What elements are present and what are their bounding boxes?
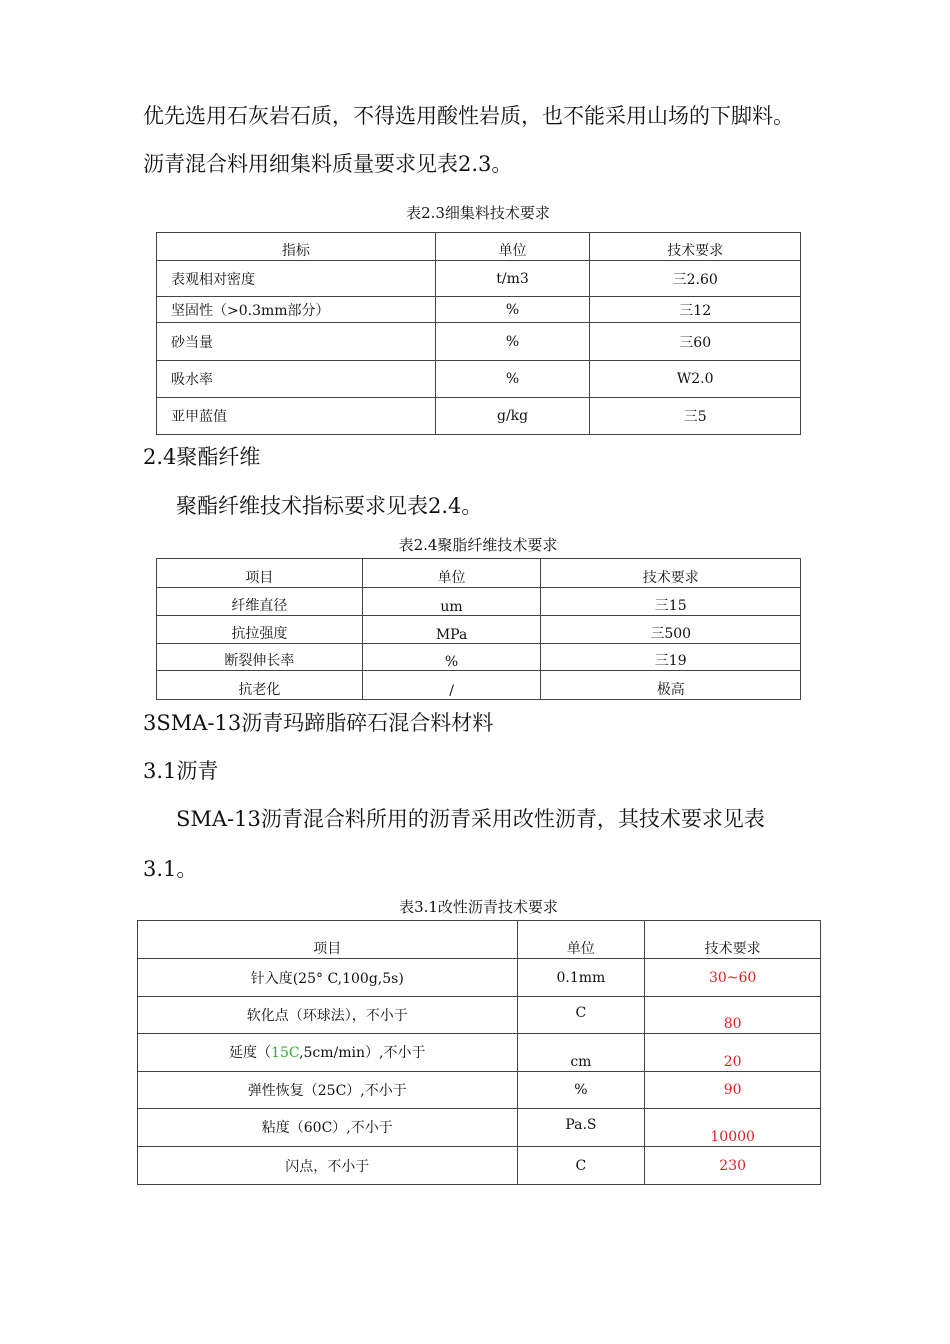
intro-line-1: 优先选用石灰岩石质，不得选用酸性岩质，也不能采用山场的下脚料。	[143, 104, 794, 128]
item-text-temperature: 15C	[271, 1045, 300, 1061]
cell-requirement: W2.0	[590, 361, 801, 398]
cell-requirement: 三15	[541, 588, 801, 616]
table-row	[138, 997, 821, 1034]
header-requirement: 技术要求	[645, 921, 821, 959]
table-row	[157, 616, 801, 644]
cell-requirement: 230	[645, 1147, 821, 1185]
table-2-4-caption: 表2.4聚脂纤维技术要求	[398, 536, 558, 554]
header-unit: 单位	[517, 921, 645, 959]
section-3-1-heading: 3.1沥青	[143, 759, 219, 783]
cell-unit: 0.1mm	[517, 959, 645, 997]
cell-indicator: 吸水率	[157, 361, 436, 398]
table-row	[138, 1109, 821, 1147]
table-row	[138, 1034, 821, 1072]
header-item: 项目	[138, 921, 518, 959]
cell-requirement: 三5	[590, 398, 801, 435]
cell-requirement: 80	[645, 997, 821, 1034]
cell-unit: /	[362, 671, 541, 700]
cell-unit: Pa.S	[517, 1109, 645, 1147]
header-indicator: 指标	[157, 233, 436, 261]
cell-unit: um	[362, 588, 541, 616]
cell-indicator: 坚固性（>0.3mm部分）	[157, 297, 436, 323]
cell-unit: %	[517, 1072, 645, 1109]
table-header-row	[157, 559, 801, 588]
section-3-1-text-line-2: 3.1。	[143, 857, 198, 881]
table-row	[157, 323, 801, 361]
cell-item: 闪点，不小于	[138, 1147, 518, 1185]
cell-unit: %	[435, 361, 590, 398]
cell-unit: %	[362, 644, 541, 671]
cell-item: 抗拉强度	[157, 616, 363, 644]
table-header-row	[138, 921, 821, 959]
cell-indicator: 亚甲蓝值	[157, 398, 436, 435]
cell-requirement: 90	[645, 1072, 821, 1109]
cell-indicator: 表观相对密度	[157, 261, 436, 297]
header-unit: 单位	[435, 233, 590, 261]
cell-item: 针入度(25° C,100g,5s)	[138, 959, 518, 997]
cell-item: 抗老化	[157, 671, 363, 700]
table-2-3-caption: 表2.3细集料技术要求	[406, 204, 550, 222]
item-text-pre: 延度（	[229, 1045, 272, 1061]
cell-item: 软化点（环球法），不小于	[138, 997, 518, 1034]
table-row	[157, 588, 801, 616]
cell-indicator: 砂当量	[157, 323, 436, 361]
table-row	[157, 644, 801, 671]
cell-unit: C	[517, 1147, 645, 1185]
header-requirement: 技术要求	[590, 233, 801, 261]
section-3-heading: 3SMA-13沥青玛蹄脂碎石混合料材料	[143, 711, 494, 735]
table-row	[157, 671, 801, 700]
cell-item: 断裂伸长率	[157, 644, 363, 671]
cell-requirement: 三500	[541, 616, 801, 644]
cell-item: 纤维直径	[157, 588, 363, 616]
table-header-row	[157, 233, 801, 261]
header-requirement: 技术要求	[541, 559, 801, 588]
cell-unit: %	[435, 297, 590, 323]
cell-unit: t/m3	[435, 261, 590, 297]
intro-line-2: 沥青混合料用细集料质量要求见表2.3。	[143, 152, 513, 176]
cell-unit: MPa	[362, 616, 541, 644]
cell-requirement: 三19	[541, 644, 801, 671]
cell-item: 弹性恢复（25C）,不小于	[138, 1072, 518, 1109]
table-row	[157, 398, 801, 435]
table-row	[138, 1147, 821, 1185]
cell-requirement: 极高	[541, 671, 801, 700]
cell-unit: %	[435, 323, 590, 361]
table-3-1-caption: 表3.1改性沥青技术要求	[399, 898, 558, 916]
table-row	[138, 1072, 821, 1109]
header-item: 项目	[157, 559, 363, 588]
cell-unit: cm	[517, 1034, 645, 1072]
header-unit: 单位	[362, 559, 541, 588]
cell-item	[138, 1034, 518, 1072]
table-row	[157, 297, 801, 323]
table-row	[157, 261, 801, 297]
section-3-1-text-line-1: SMA-13沥青混合料所用的沥青采用改性沥青，其技术要求见表	[176, 807, 765, 831]
cell-unit: g/kg	[435, 398, 590, 435]
cell-unit: C	[517, 997, 645, 1034]
cell-item: 粘度（60C）,不小于	[138, 1109, 518, 1147]
table-row	[138, 959, 821, 997]
table-2-4	[156, 558, 801, 700]
section-2-4-heading: 2.4聚酯纤维	[143, 445, 261, 469]
table-3-1	[137, 920, 821, 1185]
section-2-4-text: 聚酯纤维技术指标要求见表2.4。	[176, 494, 483, 518]
cell-requirement: 三12	[590, 297, 801, 323]
cell-requirement: 20	[645, 1034, 821, 1072]
cell-requirement: 三60	[590, 323, 801, 361]
cell-requirement: 30~60	[645, 959, 821, 997]
table-row	[157, 361, 801, 398]
item-text-post: ,5cm/min）,不小于	[299, 1045, 426, 1061]
table-2-3	[156, 232, 801, 435]
cell-requirement: 10000	[645, 1109, 821, 1147]
cell-requirement: 三2.60	[590, 261, 801, 297]
